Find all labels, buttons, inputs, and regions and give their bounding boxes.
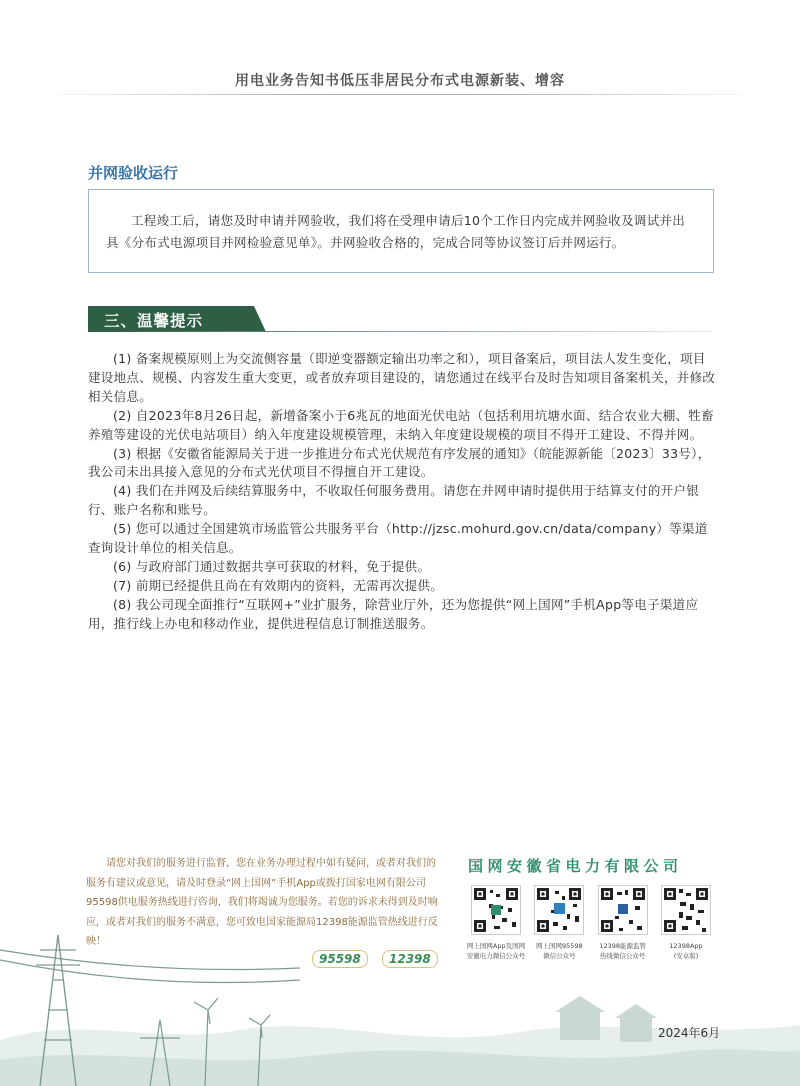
qr-caption: 12398App (安卓版) xyxy=(669,942,703,960)
tip-item: (7) 前期已经提供且尚在有效期内的资料，无需再次提供。 xyxy=(113,577,444,593)
qr-code-icon[interactable] xyxy=(534,885,584,935)
banner-underline xyxy=(88,331,712,332)
qr-item xyxy=(529,885,589,961)
header-divider xyxy=(58,94,742,95)
qr-code-icon[interactable] xyxy=(471,885,521,935)
tips-list xyxy=(88,350,716,634)
tip-item: (4) 我们在并网及后续结算服务中，不收取任何服务费用。请您在并网申请时提供用于结算支付的开户银行、账户名称和账号。 xyxy=(88,483,700,518)
section-title-grid-acceptance: 并网验收运行 xyxy=(88,164,179,182)
qr-item xyxy=(656,885,716,961)
document-header-title: 用电业务告知书低压非居民分布式电源新装、增容 xyxy=(235,73,565,89)
qr-item xyxy=(593,885,653,961)
tips-heading-banner xyxy=(88,306,266,332)
qr-item xyxy=(466,885,526,961)
tip-item: (8) 我公司现全面推行“互联网+”业扩服务，除营业厅外，还为您提供“网上国网”手机App等电子渠道应用，推行线上办电和移动作业，提供进程信息订制推送服务。 xyxy=(88,596,699,631)
company-name: 国网安徽省电力有限公司 xyxy=(468,857,683,875)
qr-caption: 网上国网95598 微信公众号 xyxy=(535,942,583,960)
qr-code-icon[interactable] xyxy=(598,885,648,935)
qr-caption: 12398能源监管 热线微信公众号 xyxy=(599,942,646,960)
grid-acceptance-text: 工程竣工后，请您及时申请并网验收，我们将在受理申请后10个工作日内完成并网验收及调试并出具《分布式电源项目并网检验意见单》。并网验收合格的，完成合同等协议签订后并网运行。 xyxy=(106,213,686,250)
qr-code-icon[interactable] xyxy=(661,885,711,935)
tip-item: (2) 自2023年8月26日起，新增备案小于6兆瓦的地面光伏电站（包括利用坑塘水面、结合农业大棚、牲畜养殖等建设的光伏电站项目）纳入年度建设规模管理，未纳入年度建设规模的项目不得开工建设、不得并网。 xyxy=(88,407,714,442)
qr-caption: 网上国网App及国网 安徽电力微信公众号 xyxy=(466,942,526,960)
tip-item: (1) 备案规模原则上为交流侧容量（即逆变器额定输出功率之和），项目备案后，项目法人发生变化，项目建设地点、规模、内容发生重大变更，或者放弃项目建设的，请您通过在线平台及时告知项目备案机关，并修改相关信息。 xyxy=(88,351,716,404)
hotline-95598-logo: 95598 xyxy=(312,950,368,968)
tip-item: (6) 与政府部门通过数据共享可获取的材料，免于提供。 xyxy=(113,558,431,574)
tips-heading: 三、温馨提示 xyxy=(104,312,204,330)
document-date: 2024年6月 xyxy=(658,1026,721,1040)
supervision-notice: 请您对我们的服务进行监督，您在业务办理过程中如有疑问，或者对我们的服务有建议或意见，请及时登录“网上国网”手机App或拨打国家电网有限公司95598供电服务热线进行咨询，我们将竭诚为您服务。若您的诉求未得到及时响应，或者对我们的服务不满意，您可致电国家能源局12398能源监管热线进行反映！ xyxy=(86,858,438,947)
hotline-12398-logo: 12398 xyxy=(382,950,438,968)
tip-item: (3) 根据《安徽省能源局关于进一步推进分布式光伏规范有序发展的通知》（皖能源新能〔2023〕33号），我公司未出具接入意见的分布式光伏项目不得擅自开工建设。 xyxy=(88,445,711,480)
qr-code-row xyxy=(466,885,716,961)
tip-item: (5) 您可以通过全国建筑市场监管公共服务平台（http://jzsc.mohurd.gov.cn/data/company）等渠道查询设计单位的相关信息。 xyxy=(88,521,708,556)
